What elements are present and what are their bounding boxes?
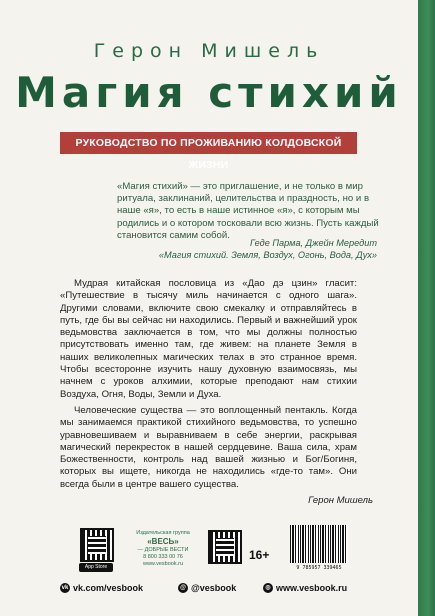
vk-icon: vk: [61, 585, 69, 591]
publisher-block: [128, 530, 198, 568]
contact-handle[interactable]: [178, 583, 236, 593]
blurb-paragraph-1: Мудрая китайская пословица из «Дао дэ цзин» гласит: «Путешествие в тысячу миль начинается с одного шага». Другими словами, включите свою смекалку и отправляйтесь в путь, где бы вы сейчас ни находились. Первый и важнейший урок ведьмовства заключается в том, что мы должны полностью присутствовать именно там, где живем: на планете Земля в наших великолепных магических телах в это странное время. Чтобы всесторонне изучить нашу духовную взаимосвязь, мы начнем с уроков алхимии, которые преподают нам стихии Воздуха, Огня, Воды, Земли и Духа.: [60, 278, 357, 400]
app-store-badge[interactable]: App Store: [79, 563, 113, 572]
blurb-paragraph-2: Человеческие существа — это воплощенный пентакль. Когда мы занимаемся практикой стихийного ведьмовства, то успешно уравновешиваем и выравниваем в себе энергии, раскрывая магический перекресток в нашей сердцевине. Ваша сила, храм Божественности, контроль над вашей жизнью и Бог/Богиня, которых вы ищете, никогда не находились «где-то там». Они всегда были в центре вашего существа.: [60, 404, 357, 490]
barcode-icon: [290, 525, 348, 563]
epigraph-text: «Магия стихий» — это приглашение, и не только в мир ритуала, заклинаний, целительства и праздность, но и в наше «я», то есть в наше истинное «я», с которым мы родились и о котором тосковали всю жизнь. Пусть каждый становится самим собой.: [117, 181, 379, 241]
epigraph-source: «Магия стихий. Земля, Воздух, Огонь, Вода, Дух»: [158, 250, 377, 261]
subtitle-banner: РУКОВОДСТВО ПО ПРОЖИВАНИЮ КОЛДОВСКОЙ ЖИЗНИ: [60, 132, 357, 154]
publisher-line: Издательская группа: [136, 530, 190, 536]
contact-vk-label: vk.com/vesbook: [73, 583, 144, 593]
contact-web[interactable]: [263, 583, 347, 593]
globe-icon: ◎: [263, 583, 273, 593]
epigraph-attribution: [159, 237, 377, 261]
signature: Герон Мишель: [308, 495, 373, 506]
qr-code-icon: [80, 528, 114, 562]
age-rating-badge: 16+: [249, 548, 270, 562]
epigraph: [117, 181, 379, 242]
spine-strip: [418, 0, 435, 616]
epigraph-authors: Геде Парма, Джейн Мередит: [250, 238, 377, 248]
contacts-row: [60, 583, 360, 597]
contact-web-label: www.vesbook.ru: [276, 583, 348, 593]
publisher-brand: «ВЕСЬ»: [147, 537, 179, 546]
publisher-phone: 8 800 333 00 76: [143, 554, 183, 560]
isbn-number: 9 785957 339465: [296, 565, 342, 571]
author-name: Герон Мишель: [93, 40, 325, 62]
blurb-body: [60, 278, 357, 495]
contact-handle-label: @vesbook: [191, 583, 237, 593]
qr-code-icon: [208, 530, 242, 564]
contact-vk[interactable]: [60, 583, 143, 593]
publisher-site: www.vesbook.ru: [142, 561, 184, 567]
at-icon: @: [178, 583, 188, 593]
publisher-tagline: — ДОБРЫЕ ВЕСТИ: [137, 547, 189, 553]
book-title: Магия стихий: [15, 68, 403, 117]
